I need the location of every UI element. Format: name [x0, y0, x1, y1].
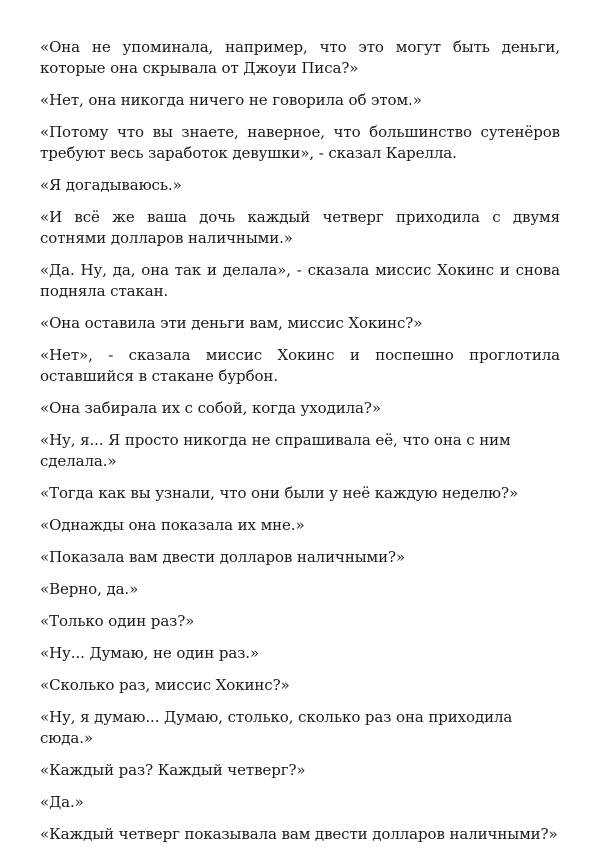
- paragraph-8: «Нет», - сказала миссис Хокинс и поспешно проглотила оставшийся в стакане бурбон.: [40, 346, 560, 385]
- paragraph-7: «Она оставила эти деньги вам, миссис Хокинс?»: [40, 314, 423, 332]
- paragraph-11: «Тогда как вы узнали, что они были у неё каждую неделю?»: [40, 484, 519, 502]
- paragraph-1: «Она не упоминала, например, что это могут быть деньги, которые она скрывала от Джоуи Писа?»: [40, 38, 560, 77]
- paragraph-14: «Верно, да.»: [40, 580, 139, 598]
- paragraph-16: «Ну... Думаю, не один раз.»: [40, 644, 260, 662]
- paragraph-21: «Каждый четверг показывала вам двести долларов наличными?»: [40, 825, 558, 843]
- paragraph-2: «Нет, она никогда ничего не говорила об этом.»: [40, 91, 422, 109]
- paragraph-20: «Да.»: [40, 793, 84, 811]
- paragraph-5: «И всё же ваша дочь каждый четверг приходила с двумя сотнями долларов наличными.»: [40, 208, 560, 247]
- paragraph-10: «Ну, я... Я просто никогда не спрашивала её, что она с ним сделала.»: [40, 431, 511, 470]
- paragraph-17: «Сколько раз, миссис Хокинс?»: [40, 676, 290, 694]
- paragraph-15: «Только один раз?»: [40, 612, 195, 630]
- paragraph-3: «Потому что вы знаете, наверное, что большинство сутенёров требуют весь заработок девушки», - сказал Карелла.: [40, 123, 560, 162]
- paragraph-6: «Да. Ну, да, она так и делала», - сказала миссис Хокинс и снова подняла стакан.: [40, 261, 560, 300]
- paragraph-4: «Я догадываюсь.»: [40, 176, 182, 194]
- paragraph-12: «Однажды она показала их мне.»: [40, 516, 305, 534]
- paragraph-18: «Ну, я думаю... Думаю, столько, сколько раз она приходила сюда.»: [40, 708, 513, 747]
- paragraph-9: «Она забирала их с собой, когда уходила?»: [40, 399, 381, 417]
- paragraph-19: «Каждый раз? Каждый четверг?»: [40, 761, 306, 779]
- paragraph-13: «Показала вам двести долларов наличными?»: [40, 548, 406, 566]
